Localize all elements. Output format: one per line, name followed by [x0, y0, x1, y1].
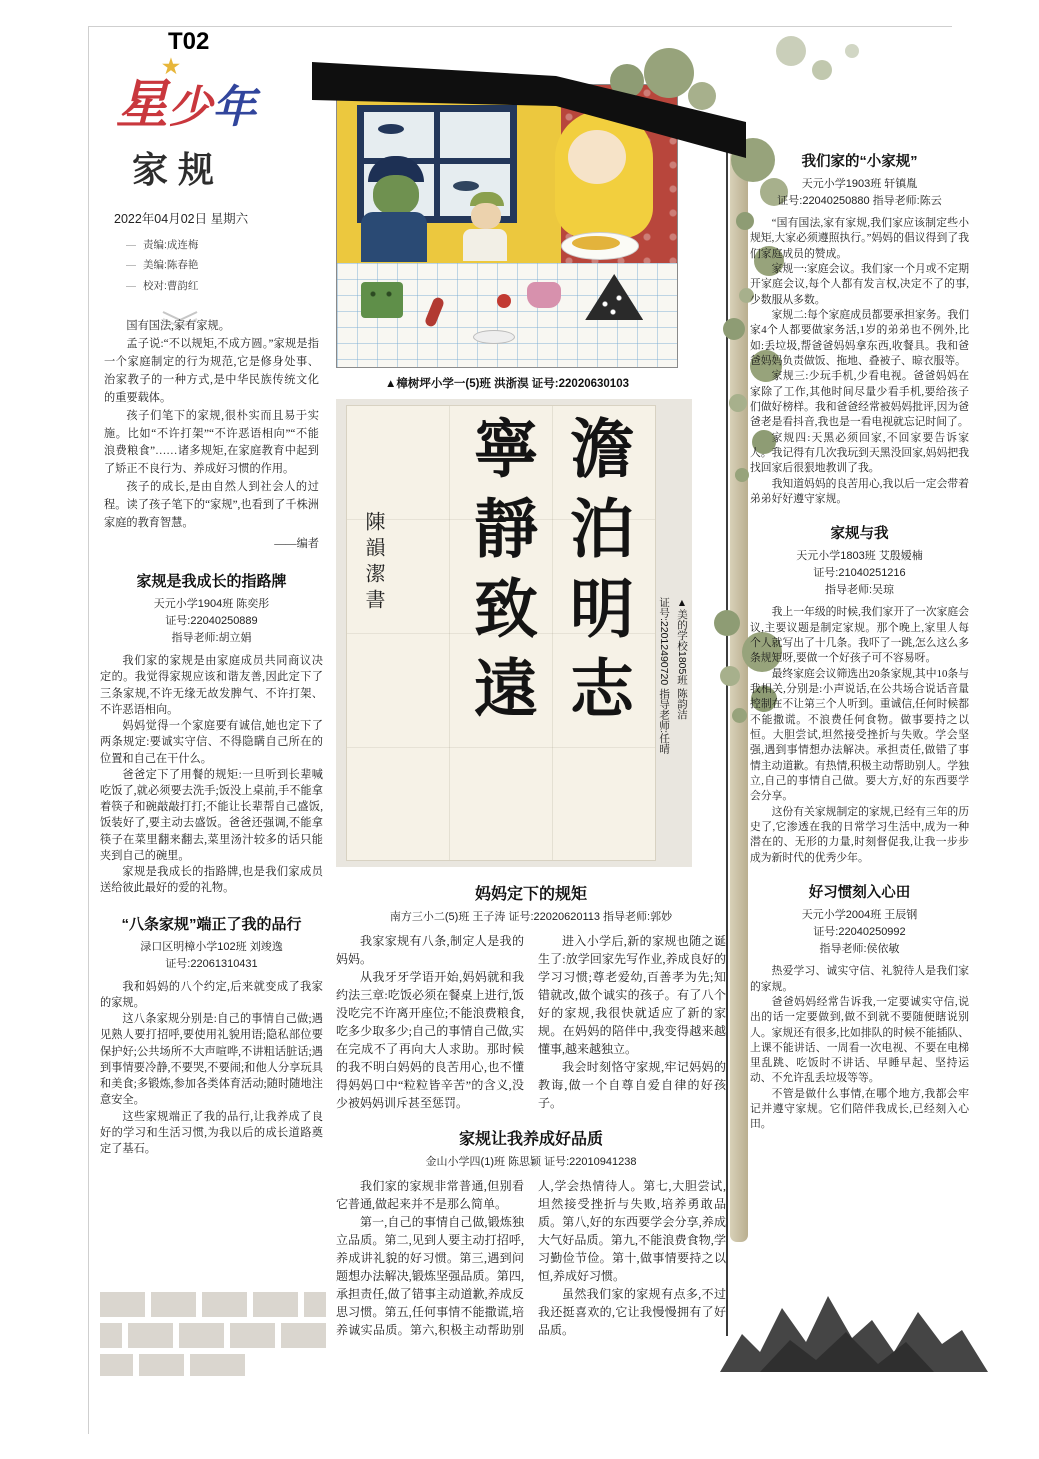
calligraphy-caption-line: 证号:22012490720 指导老师:任晴 — [658, 597, 671, 754]
calligraphy-photo — [336, 399, 692, 867]
byline-line: 证号:21040251216 — [813, 567, 906, 580]
article-body — [750, 216, 969, 507]
foliage-circle — [714, 610, 740, 636]
middle-column — [336, 84, 726, 1339]
logo-char-xing: 星 — [116, 76, 169, 134]
article-title: “八条家规”端正了我的品行 — [121, 915, 302, 933]
publication-date: 2022年04月02日 星期六 — [114, 212, 249, 226]
paragraph: 这份有关家规制定的家规,已经有三年的历史了,它渗透在我的日常学习生活中,成为一种潜在的、无形的力量,时刻督促我,让我一步步成为新时代的优秀少年。 — [750, 805, 969, 864]
foliage-circle — [776, 36, 806, 66]
article-right3 — [750, 881, 969, 1133]
paragraph: 家规三:少玩手机,少看电视。爸爸妈妈在家除了工作,其他时间尽量少看手机,要给孩子们做好榜样。我和爸爸经常被妈妈批评,因为爸爸老是看抖音,我也是一看电视就忘记时间了。 — [750, 370, 969, 429]
child-figure-body — [463, 229, 507, 261]
byline-line: 指导老师:胡立娟 — [171, 632, 252, 645]
paragraph: 这八条家规分别是:自己的事情自己做;遇见熟人要打招呼,要使用礼貌用语;隐私部位要保护好;公共场所不大声喧哗,不讲粗话脏话;遇到事情要冷静,不要哭,不要闹;和他人分享玩具和美食;多锻炼,参加各类体育活动;随时随地注意安全。 — [100, 1013, 323, 1107]
foliage-circle — [732, 708, 747, 723]
brick-row — [100, 1354, 245, 1376]
paragraph: 最终家庭会议筛选出20条家规,其中10条与我相关,分别是:小声说话,在公共场合说话音量控制在不让第三个人听到。重诚信,任何时候都不能撒谎。不浪费任何食物。做事要持之以恒。大胆尝试,坦然接受挫折与失败。学会坚强,遇到事情想办法解决。承担责任,做错了事情主动道歉。有热情,积极主动帮助别人。学独立,自己的事情自己做。要大方,好的东西要学会分享。 — [750, 667, 969, 803]
calligraphy-column-right: 澹泊明志 — [559, 415, 634, 735]
girl-plate-fish — [572, 236, 620, 250]
paragraph: 第一,自己的事情自己做,锻炼独立品质。第二,见到人要主动打招呼,养成讲礼貌的好习惯。第三,遇到问题想办法解决,锻炼坚强品质。第四,承担责任,做了错事主动道歉,养成反思习惯。第五,任何事情不能撒谎,培养诚实品质。第六,积极主动帮助别人,学会热情待人。第七,大胆尝试,坦然接受挫折与失败,培养勇敢品质。第八,好的东西要学会分享,养成大气好品质。第九,不能浪费食物,学习勤俭节俭。第十,做事情要持之以恒,养成好习惯。 — [336, 1179, 726, 1338]
article-title: 家规是我成长的指路牌 — [136, 572, 287, 590]
calligraphy-caption — [654, 597, 690, 859]
right-column — [750, 150, 969, 1133]
paragraph: “国有国法,家有家规,我们家应该制定些小规矩,大家必须遵照执行。”妈妈的倡议得到了我们家庭成员的赞成。 — [750, 217, 969, 260]
byline-line: 天元小学2004班 王辰钢 — [801, 909, 918, 922]
left-column — [100, 318, 323, 1157]
paragraph: 我们家的家规非常普通,但别看它普通,做起来并不是那么简单。 — [336, 1179, 524, 1212]
article-title: 我们家的“小家规” — [801, 154, 918, 170]
credit-art-editor: 美编:陈春艳 — [126, 255, 315, 275]
paragraph: 我会时刻恪守家规,牢记妈妈的教诲,做一个自尊自爱自律的好孩子。 — [538, 1060, 726, 1111]
foliage-circle — [729, 394, 747, 412]
paragraph: 爸爸妈妈经常告诉我,一定要诚实守信,说出的话一定要做到,做不到就不要随便瞎说别人。家规还有很多,比如排队的时候不能插队、上课不能讲话、一周看一次电视、不要在电梯里乱跳、吃饭时不讲话、早睡早起、坚持运动、不允许乱丢垃圾等等。 — [750, 995, 969, 1085]
logo-char-nian: 年 — [212, 83, 257, 132]
page-border-top — [88, 26, 952, 27]
byline-line: 天元小学1904班 陈奕彤 — [153, 597, 270, 610]
paragraph: 进入小学后,新的家规也随之诞生了:放学回家先写作业,养成良好的学习习惯;尊老爱幼,百善孝为先;知错就改,做个诚实的孩子。有了八个好的家规,我很快就适应了新的家规。在妈妈的陪伴中,我变得越来越懂事,越来越独立。 — [538, 934, 726, 1057]
man-figure-face — [373, 175, 419, 215]
article-mid1 — [336, 881, 726, 1112]
byline-line: 证号:22040250889 — [165, 615, 258, 628]
paragraph: 这些家规端正了我的品行,让我养成了良好的学习和生活习惯,为我以后的成长道路奠定了基石。 — [100, 1110, 323, 1156]
calligraphy-caption-line: ▲美的学校1805班 陈韵洁 — [676, 597, 688, 720]
calligraphy-signature: 陳韻潔書 — [362, 511, 386, 615]
paragraph: 热爱学习、诚实守信、礼貌待人是我们家的家规。 — [750, 965, 969, 993]
article-right1 — [750, 150, 969, 507]
byline-line: 南方三小二(5)班 王子涛 证号:22020620113 指导老师:郭妙 — [389, 911, 673, 923]
article-body — [336, 932, 726, 1112]
masthead — [100, 28, 315, 335]
mountain-silhouette-decoration — [720, 1282, 988, 1372]
editorial-note — [100, 318, 323, 554]
man-figure-body — [361, 212, 427, 262]
article-mid2 — [336, 1126, 726, 1339]
page-number: T02 — [168, 28, 210, 55]
byline-line: 指导老师:侯依敏 — [819, 943, 900, 956]
paragraph: 妈妈觉得一个家庭要有诚信,她也定下了两条规定:要诚实守信、不得隐瞒自己所在的位置和自己在干什么。 — [100, 720, 323, 765]
calligraphy-text — [452, 415, 644, 735]
paragraph: 家规四:天黑必须回家,不回家要告诉家人。我记得有几次我玩到天黑没回家,妈妈把我找回家后很狠地教训了我。 — [750, 431, 969, 475]
newspaper-logo — [116, 56, 315, 134]
article-body — [750, 605, 969, 866]
tree-trunk-decoration — [730, 150, 748, 1242]
calligraphy-column-left: 寧靜致遠 — [463, 415, 538, 735]
byline-line: 证号:22040250880 指导老师:陈云 — [777, 195, 942, 208]
editorial-paragraph: 国有国法,家有家规。 — [126, 320, 230, 332]
editorial-signature: ——编者 — [274, 538, 319, 551]
child-figure-face — [471, 203, 501, 229]
credit-editor: 责编:成连梅 — [126, 235, 315, 255]
section-title: 家规 — [132, 149, 225, 190]
article-title: 家规与我 — [830, 526, 889, 543]
article-body — [100, 979, 323, 1158]
pink-pouch-item — [527, 282, 561, 308]
paragraph: 虽然我们家的家规有点多,不过我还挺喜欢的,它让我慢慢拥有了好品质。 — [538, 1287, 726, 1338]
star-icon: ★ — [162, 56, 180, 78]
green-box-item — [361, 282, 403, 318]
article-left2 — [100, 913, 323, 1158]
paragraph: 我知道妈妈的良苦用心,我以后一定会带着弟弟好好遵守家规。 — [750, 477, 969, 505]
paragraph: 不管是做什么事情,在哪个地方,我都会牢记并遵守家规。它们陪伴我成长,已经刻入心田。 — [750, 1087, 969, 1131]
page-border-left — [88, 26, 89, 1434]
editorial-paragraph: 孩子的成长,是由自然人到社会人的过程。读了孩子笔下的“家规”,也看到了千株洲家庭的教育智慧。 — [104, 481, 319, 530]
article-body — [750, 964, 969, 1133]
article-left1 — [100, 570, 323, 897]
paragraph: 从我牙牙学语开始,妈妈就和我约法三章:吃饭必须在餐桌上进行,饭没吃完不许离开座位;不能浪费粮食,吃多少取多少;自己的事情自己做,实在完成不了再向大人求助。那时候的我不明白妈妈的良苦用心,也不懂得妈妈口中“粒粒皆辛苦”的含义,没少被妈妈训斥甚至惩罚。 — [336, 970, 524, 1111]
byline-line: 天元小学1903班 轩镇胤 — [801, 178, 918, 190]
paragraph: 我家家规有八条,制定人是我的妈妈。 — [336, 934, 524, 967]
paragraph: 我和妈妈的八个约定,后来就变成了我家的家规。 — [100, 980, 323, 1009]
black-ribbon-banner — [306, 56, 752, 160]
foliage-circle — [845, 44, 859, 58]
byline-line: 指导老师:吴琼 — [824, 584, 895, 597]
byline-line: 渌口区明樟小学102班 刘竣逸 — [140, 940, 283, 953]
credit-proofreader: 校对:曹韵红 — [126, 276, 315, 296]
fish-icon — [453, 181, 479, 191]
article-right2 — [750, 522, 969, 866]
article-body — [100, 653, 323, 897]
editorial-paragraph: 孩子们笔下的家规,很朴实而且易于实施。比如“不许打架”“不许恶语相向”“不能浪费粮食”……诸多规矩,在家庭教育中起到了矫正不良行为、养成好习惯的作用。 — [104, 409, 319, 476]
foliage-circle — [720, 666, 740, 686]
foliage-circle — [812, 60, 832, 80]
cherry-item — [497, 294, 511, 308]
article-title: 好习惯刻入心田 — [808, 885, 911, 902]
brick-row — [100, 1323, 326, 1348]
foliage-circle — [723, 318, 745, 340]
paragraph: 我们家的家规是由家庭成员共同商议决定的。我觉得家规应该和谐友善,因此定下了三条家规,不许无缘无故发脾气、不许打架、不许恶语相向。 — [100, 655, 323, 716]
foliage-circle — [735, 468, 749, 482]
brick-row — [100, 1292, 326, 1317]
article-title: 妈妈定下的规矩 — [474, 886, 587, 903]
paragraph: 家规是我成长的指路牌,也是我们家成员送给彼此最好的爱的礼物。 — [100, 866, 323, 895]
byline-line: 天元小学1803班 艾殷嫒楠 — [796, 550, 923, 563]
editorial-paragraph: 孟子说:“不以规矩,不成方圆。”家规是指一个家庭制定的行为规范,它是修身处事、治家教子的一种方式,是中华民族传统文化的重要载体。 — [104, 337, 319, 404]
painting-caption: ▲樟树坪小学一(5)班 洪浙淏 证号:22020630103 — [384, 378, 629, 390]
byline-line: 证号:22040250992 — [813, 926, 906, 939]
paragraph: 家规一:家庭会议。我们家一个月或不定期开家庭会议,每个人都有发言权,决定不了的事,少数服从多数。 — [750, 263, 969, 306]
brick-wall-decoration — [100, 1292, 326, 1382]
staff-credits — [126, 235, 315, 296]
article-title: 家规让我养成好品质 — [458, 1131, 603, 1149]
byline-line: 证号:22061310431 — [165, 957, 258, 970]
logo-char-shao: 少 — [168, 83, 213, 132]
paragraph: 我上一年级的时候,我们家开了一次家庭会议,主要议题是制定家规。那个晚上,家里人每个人就写出了十几条。我吓了一跳,怎么这么多条规矩呀,要做一个好孩子可不容易呀。 — [750, 606, 969, 665]
article-body — [336, 1177, 726, 1339]
paragraph: 爸爸定下了用餐的规矩:一旦听到长辈喊吃饭了,就必须要去洗手;饭没上桌前,手不能拿着筷子和碗敲敲打打;不能让长辈帮自己盛饭,饭装好了,要主动去盛饭。爸爸还强调,不能拿筷子在菜里翻来翻去,菜里汤汁较多的话只能夹到自己的碗里。 — [100, 768, 323, 862]
paragraph: 家规二:每个家庭成员都要承担家务。我们家4个人都要做家务活,1岁的弟弟也不例外,比如:丢垃圾,帮爸爸妈妈拿东西,收餐具。我和爸爸妈妈负责做饭、拖地、叠被子、晾衣服等。 — [750, 309, 969, 368]
byline-line: 金山小学四(1)班 陈思颖 证号:22010941238 — [425, 1156, 637, 1169]
